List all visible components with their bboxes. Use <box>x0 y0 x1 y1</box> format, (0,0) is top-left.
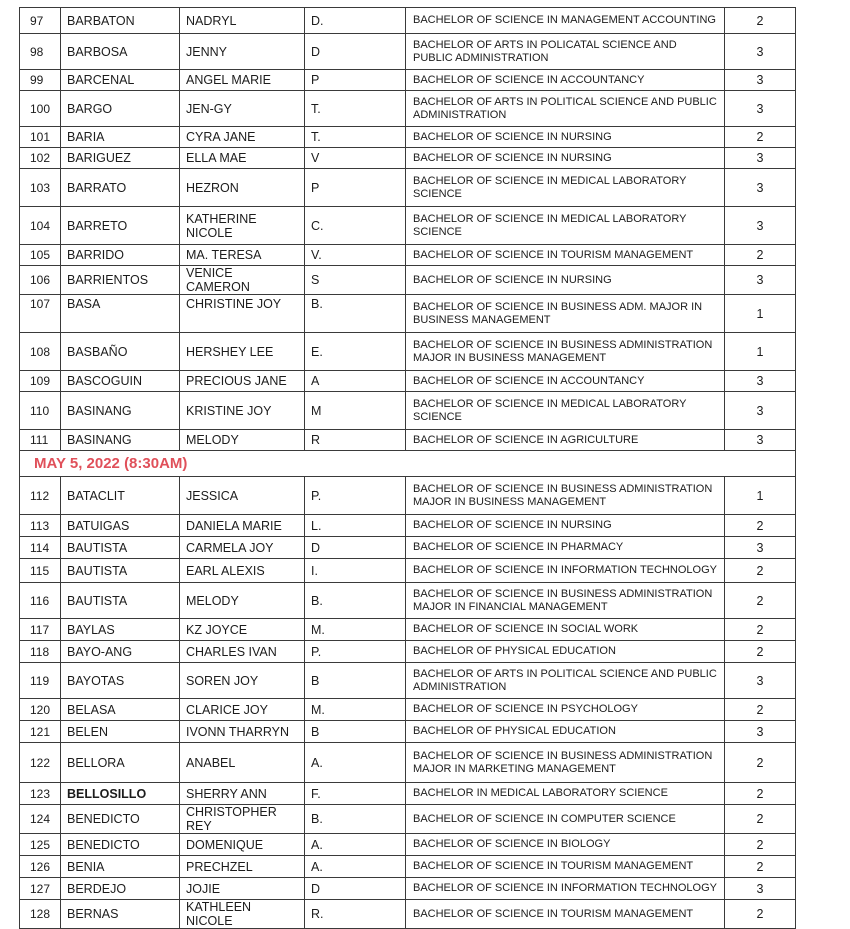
year-level-cell: 2 <box>725 245 796 266</box>
row-number-cell: 109 <box>20 371 61 392</box>
table-row <box>20 699 796 721</box>
first-name-cell: PRECIOUS JANE <box>180 371 305 392</box>
year-level-cell: 3 <box>725 266 796 295</box>
table-row <box>20 721 796 743</box>
first-name-cell: VENICE CAMERON <box>180 266 305 295</box>
row-number-cell: 99 <box>20 70 61 91</box>
student-list-table <box>19 7 796 929</box>
year-level-cell: 2 <box>725 783 796 805</box>
table-row <box>20 805 796 834</box>
table-row <box>20 245 796 266</box>
first-name-cell: MELODY <box>180 430 305 451</box>
year-level-cell: 1 <box>725 333 796 371</box>
row-number-cell: 112 <box>20 477 61 515</box>
last-name-cell: BARBOSA <box>61 34 180 70</box>
last-name-cell: BAUTISTA <box>61 583 180 619</box>
student-list-body <box>20 8 796 929</box>
course-name-cell: BACHELOR OF ARTS IN POLITICAL SCIENCE AND PUBLIC ADMINISTRATION <box>406 91 725 127</box>
row-number-cell: 101 <box>20 127 61 148</box>
course-name-cell: BACHELOR OF SCIENCE IN BUSINESS ADMINISTRATION MAJOR IN MARKETING MANAGEMENT <box>406 743 725 783</box>
middle-initial-cell: D <box>305 878 406 900</box>
middle-initial-cell: P <box>305 70 406 91</box>
table-row <box>20 834 796 856</box>
course-name-cell: BACHELOR OF SCIENCE IN BUSINESS ADMINISTRATION MAJOR IN BUSINESS MANAGEMENT <box>406 477 725 515</box>
table-row <box>20 371 796 392</box>
middle-initial-cell: B. <box>305 295 406 333</box>
last-name-cell: BARGO <box>61 91 180 127</box>
table-row <box>20 583 796 619</box>
table-row <box>20 619 796 641</box>
first-name-cell: ANGEL MARIE <box>180 70 305 91</box>
year-level-cell: 2 <box>725 127 796 148</box>
first-name-cell: HEZRON <box>180 169 305 207</box>
row-number-cell: 106 <box>20 266 61 295</box>
first-name-cell: HERSHEY LEE <box>180 333 305 371</box>
middle-initial-cell: I. <box>305 559 406 583</box>
middle-initial-cell: M. <box>305 619 406 641</box>
table-row <box>20 8 796 34</box>
middle-initial-cell: T. <box>305 127 406 148</box>
last-name-cell: BAUTISTA <box>61 559 180 583</box>
table-row <box>20 70 796 91</box>
middle-initial-cell: R. <box>305 900 406 929</box>
row-number-cell: 107 <box>20 295 61 333</box>
table-row <box>20 295 796 333</box>
middle-initial-cell: P. <box>305 641 406 663</box>
course-name-cell: BACHELOR OF SCIENCE IN PSYCHOLOGY <box>406 699 725 721</box>
session-header-row <box>20 451 796 477</box>
first-name-cell: ANABEL <box>180 743 305 783</box>
session-date-label: MAY 5, 2022 (8:30AM) <box>20 451 796 477</box>
first-name-cell: CHARLES IVAN <box>180 641 305 663</box>
course-name-cell: BACHELOR OF SCIENCE IN TOURISM MANAGEMENT <box>406 856 725 878</box>
year-level-cell: 2 <box>725 805 796 834</box>
row-number-cell: 98 <box>20 34 61 70</box>
year-level-cell: 3 <box>725 148 796 169</box>
last-name-cell: BENEDICTO <box>61 834 180 856</box>
middle-initial-cell: P <box>305 169 406 207</box>
row-number-cell: 124 <box>20 805 61 834</box>
row-number-cell: 97 <box>20 8 61 34</box>
course-name-cell: BACHELOR OF SCIENCE IN MANAGEMENT ACCOUNTING <box>406 8 725 34</box>
year-level-cell: 3 <box>725 878 796 900</box>
first-name-cell: JESSICA <box>180 477 305 515</box>
middle-initial-cell: A. <box>305 743 406 783</box>
last-name-cell: BASBAÑO <box>61 333 180 371</box>
first-name-cell: SOREN JOY <box>180 663 305 699</box>
last-name-cell: BARRETO <box>61 207 180 245</box>
year-level-cell: 2 <box>725 8 796 34</box>
row-number-cell: 120 <box>20 699 61 721</box>
table-row <box>20 34 796 70</box>
year-level-cell: 3 <box>725 663 796 699</box>
year-level-cell: 2 <box>725 900 796 929</box>
table-row <box>20 430 796 451</box>
year-level-cell: 2 <box>725 743 796 783</box>
course-name-cell: BACHELOR OF ARTS IN POLICATAL SCIENCE AND PUBLIC ADMINISTRATION <box>406 34 725 70</box>
table-row <box>20 515 796 537</box>
row-number-cell: 115 <box>20 559 61 583</box>
first-name-cell: KATHLEEN NICOLE <box>180 900 305 929</box>
course-name-cell: BACHELOR OF SCIENCE IN MEDICAL LABORATORY SCIENCE <box>406 207 725 245</box>
last-name-cell: BASCOGUIN <box>61 371 180 392</box>
first-name-cell: PRECHZEL <box>180 856 305 878</box>
course-name-cell: BACHELOR OF SCIENCE IN TOURISM MANAGEMENT <box>406 245 725 266</box>
year-level-cell: 2 <box>725 559 796 583</box>
year-level-cell: 2 <box>725 856 796 878</box>
first-name-cell: CYRA JANE <box>180 127 305 148</box>
year-level-cell: 2 <box>725 515 796 537</box>
row-number-cell: 123 <box>20 783 61 805</box>
row-number-cell: 127 <box>20 878 61 900</box>
year-level-cell: 3 <box>725 207 796 245</box>
last-name-cell: BATACLIT <box>61 477 180 515</box>
course-name-cell: BACHELOR OF SCIENCE IN ACCOUNTANCY <box>406 371 725 392</box>
middle-initial-cell: V <box>305 148 406 169</box>
middle-initial-cell: L. <box>305 515 406 537</box>
year-level-cell: 2 <box>725 583 796 619</box>
first-name-cell: KATHERINE NICOLE <box>180 207 305 245</box>
last-name-cell: BELASA <box>61 699 180 721</box>
course-name-cell: BACHELOR OF ARTS IN POLITICAL SCIENCE AND PUBLIC ADMINISTRATION <box>406 663 725 699</box>
last-name-cell: BAYO-ANG <box>61 641 180 663</box>
middle-initial-cell: R <box>305 430 406 451</box>
year-level-cell: 1 <box>725 295 796 333</box>
table-row <box>20 559 796 583</box>
middle-initial-cell: E. <box>305 333 406 371</box>
table-row <box>20 207 796 245</box>
row-number-cell: 121 <box>20 721 61 743</box>
last-name-cell: BASINANG <box>61 430 180 451</box>
first-name-cell: MA. TERESA <box>180 245 305 266</box>
first-name-cell: DOMENIQUE <box>180 834 305 856</box>
last-name-cell: BERNAS <box>61 900 180 929</box>
middle-initial-cell: T. <box>305 91 406 127</box>
row-number-cell: 110 <box>20 392 61 430</box>
middle-initial-cell: B <box>305 721 406 743</box>
table-row <box>20 127 796 148</box>
year-level-cell: 3 <box>725 371 796 392</box>
middle-initial-cell: A <box>305 371 406 392</box>
first-name-cell: SHERRY ANN <box>180 783 305 805</box>
course-name-cell: BACHELOR OF SCIENCE IN TOURISM MANAGEMENT <box>406 900 725 929</box>
course-name-cell: BACHELOR OF SCIENCE IN PHARMACY <box>406 537 725 559</box>
course-name-cell: BACHELOR OF SCIENCE IN AGRICULTURE <box>406 430 725 451</box>
course-name-cell: BACHELOR OF SCIENCE IN NURSING <box>406 148 725 169</box>
table-row <box>20 169 796 207</box>
last-name-cell: BERDEJO <box>61 878 180 900</box>
course-name-cell: BACHELOR OF SCIENCE IN BIOLOGY <box>406 834 725 856</box>
last-name-cell: BARRIENTOS <box>61 266 180 295</box>
table-row <box>20 878 796 900</box>
last-name-cell: BENEDICTO <box>61 805 180 834</box>
course-name-cell: BACHELOR OF SCIENCE IN BUSINESS ADM. MAJOR IN BUSINESS MANAGEMENT <box>406 295 725 333</box>
middle-initial-cell: M <box>305 392 406 430</box>
row-number-cell: 113 <box>20 515 61 537</box>
row-number-cell: 105 <box>20 245 61 266</box>
year-level-cell: 3 <box>725 34 796 70</box>
table-row <box>20 783 796 805</box>
middle-initial-cell: D <box>305 34 406 70</box>
year-level-cell: 3 <box>725 91 796 127</box>
middle-initial-cell: P. <box>305 477 406 515</box>
last-name-cell: BARRIDO <box>61 245 180 266</box>
last-name-cell: BAYLAS <box>61 619 180 641</box>
course-name-cell: BACHELOR IN MEDICAL LABORATORY SCIENCE <box>406 783 725 805</box>
year-level-cell: 3 <box>725 430 796 451</box>
first-name-cell: ELLA MAE <box>180 148 305 169</box>
first-name-cell: MELODY <box>180 583 305 619</box>
year-level-cell: 3 <box>725 721 796 743</box>
last-name-cell: BENIA <box>61 856 180 878</box>
table-row <box>20 641 796 663</box>
middle-initial-cell: A. <box>305 856 406 878</box>
course-name-cell: BACHELOR OF SCIENCE IN COMPUTER SCIENCE <box>406 805 725 834</box>
table-row <box>20 266 796 295</box>
row-number-cell: 111 <box>20 430 61 451</box>
first-name-cell: JOJIE <box>180 878 305 900</box>
last-name-cell: BAUTISTA <box>61 537 180 559</box>
middle-initial-cell: M. <box>305 699 406 721</box>
row-number-cell: 125 <box>20 834 61 856</box>
middle-initial-cell: A. <box>305 834 406 856</box>
table-row <box>20 663 796 699</box>
course-name-cell: BACHELOR OF SCIENCE IN INFORMATION TECHNOLOGY <box>406 878 725 900</box>
last-name-cell: BARBATON <box>61 8 180 34</box>
table-row <box>20 148 796 169</box>
row-number-cell: 103 <box>20 169 61 207</box>
year-level-cell: 3 <box>725 70 796 91</box>
row-number-cell: 119 <box>20 663 61 699</box>
row-number-cell: 102 <box>20 148 61 169</box>
year-level-cell: 2 <box>725 699 796 721</box>
row-number-cell: 117 <box>20 619 61 641</box>
row-number-cell: 108 <box>20 333 61 371</box>
table-row <box>20 743 796 783</box>
row-number-cell: 100 <box>20 91 61 127</box>
last-name-cell: BELLOSILLO <box>61 783 180 805</box>
first-name-cell: CHRISTINE JOY <box>180 295 305 333</box>
last-name-cell: BASINANG <box>61 392 180 430</box>
course-name-cell: BACHELOR OF SCIENCE IN NURSING <box>406 266 725 295</box>
last-name-cell: BASA <box>61 295 180 333</box>
last-name-cell: BELEN <box>61 721 180 743</box>
middle-initial-cell: D. <box>305 8 406 34</box>
table-row <box>20 856 796 878</box>
row-number-cell: 104 <box>20 207 61 245</box>
course-name-cell: BACHELOR OF SCIENCE IN NURSING <box>406 127 725 148</box>
first-name-cell: CHRISTOPHER REY <box>180 805 305 834</box>
last-name-cell: BELLORA <box>61 743 180 783</box>
course-name-cell: BACHELOR OF SCIENCE IN MEDICAL LABORATORY SCIENCE <box>406 169 725 207</box>
first-name-cell: NADRYL <box>180 8 305 34</box>
middle-initial-cell: D <box>305 537 406 559</box>
first-name-cell: KRISTINE JOY <box>180 392 305 430</box>
last-name-cell: BARIGUEZ <box>61 148 180 169</box>
year-level-cell: 1 <box>725 477 796 515</box>
table-row <box>20 477 796 515</box>
course-name-cell: BACHELOR OF SCIENCE IN INFORMATION TECHNOLOGY <box>406 559 725 583</box>
course-name-cell: BACHELOR OF PHYSICAL EDUCATION <box>406 721 725 743</box>
middle-initial-cell: B <box>305 663 406 699</box>
first-name-cell: DANIELA MARIE <box>180 515 305 537</box>
first-name-cell: JENNY <box>180 34 305 70</box>
last-name-cell: BARIA <box>61 127 180 148</box>
table-row <box>20 333 796 371</box>
course-name-cell: BACHELOR OF SCIENCE IN SOCIAL WORK <box>406 619 725 641</box>
last-name-cell: BARRATO <box>61 169 180 207</box>
course-name-cell: BACHELOR OF SCIENCE IN BUSINESS ADMINISTRATION MAJOR IN BUSINESS MANAGEMENT <box>406 333 725 371</box>
middle-initial-cell: V. <box>305 245 406 266</box>
course-name-cell: BACHELOR OF SCIENCE IN NURSING <box>406 515 725 537</box>
table-row <box>20 91 796 127</box>
first-name-cell: JEN-GY <box>180 91 305 127</box>
year-level-cell: 3 <box>725 392 796 430</box>
row-number-cell: 118 <box>20 641 61 663</box>
last-name-cell: BARCENAL <box>61 70 180 91</box>
first-name-cell: IVONN THARRYN <box>180 721 305 743</box>
first-name-cell: KZ JOYCE <box>180 619 305 641</box>
middle-initial-cell: B. <box>305 805 406 834</box>
row-number-cell: 116 <box>20 583 61 619</box>
year-level-cell: 2 <box>725 619 796 641</box>
course-name-cell: BACHELOR OF SCIENCE IN MEDICAL LABORATORY SCIENCE <box>406 392 725 430</box>
table-row <box>20 900 796 929</box>
year-level-cell: 3 <box>725 169 796 207</box>
middle-initial-cell: S <box>305 266 406 295</box>
first-name-cell: EARL ALEXIS <box>180 559 305 583</box>
first-name-cell: CARMELA JOY <box>180 537 305 559</box>
last-name-cell: BATUIGAS <box>61 515 180 537</box>
year-level-cell: 2 <box>725 641 796 663</box>
middle-initial-cell: F. <box>305 783 406 805</box>
row-number-cell: 128 <box>20 900 61 929</box>
last-name-cell: BAYOTAS <box>61 663 180 699</box>
table-row <box>20 392 796 430</box>
first-name-cell: CLARICE JOY <box>180 699 305 721</box>
middle-initial-cell: B. <box>305 583 406 619</box>
row-number-cell: 126 <box>20 856 61 878</box>
table-row <box>20 537 796 559</box>
course-name-cell: BACHELOR OF SCIENCE IN ACCOUNTANCY <box>406 70 725 91</box>
year-level-cell: 2 <box>725 834 796 856</box>
middle-initial-cell: C. <box>305 207 406 245</box>
course-name-cell: BACHELOR OF PHYSICAL EDUCATION <box>406 641 725 663</box>
row-number-cell: 114 <box>20 537 61 559</box>
year-level-cell: 3 <box>725 537 796 559</box>
course-name-cell: BACHELOR OF SCIENCE IN BUSINESS ADMINISTRATION MAJOR IN FINANCIAL MANAGEMENT <box>406 583 725 619</box>
row-number-cell: 122 <box>20 743 61 783</box>
